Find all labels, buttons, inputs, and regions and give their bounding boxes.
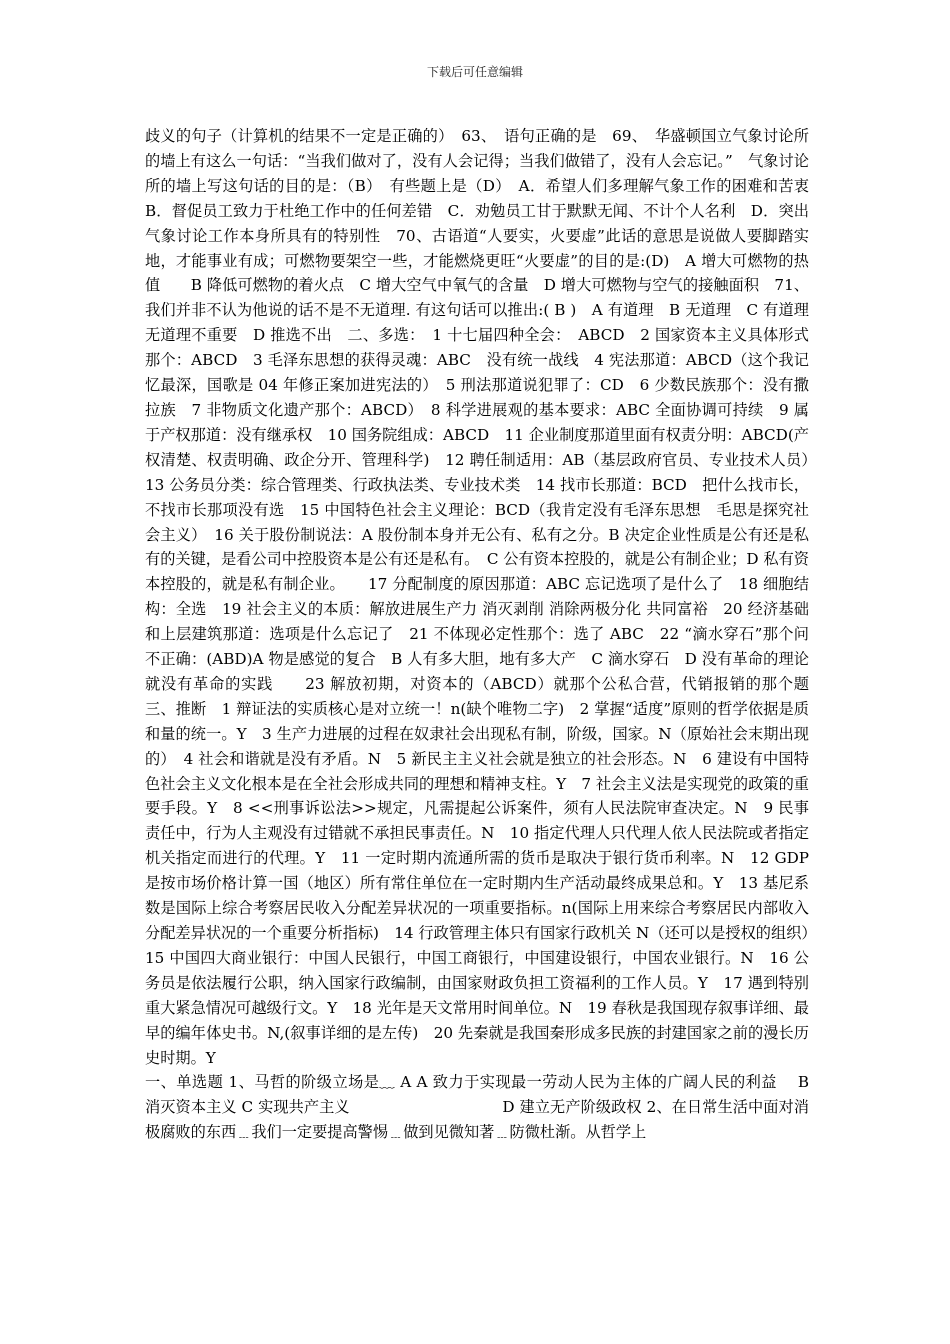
body-paragraph: 歧义的句子（计算机的结果不一定是正确的） 63、 语句正确的是 69、 华盛顿国立气象讨论所的墙上有这么一句话：“当我们做对了，没有人会记得；当我们做错了，没有人会忘记。” 气象讨论所的墙上写这句话的目的是：（B） 有些题上是（D） A．希望人们多理解气象工作的困难和苦衷 B．督促员工致力于杜绝工作中的任何差错 C．劝勉员工甘于默默无闻、不计个人名利 D．突出气象讨论工作本身所具有的特别性 70、古语道“人要实，火要虚”此话的意思是说做人要脚踏实地，才能事业有成；可燃物要架空一些，才能燃烧更旺“火要虚”的目的是:(D) A 增大可燃物的热值 B 降低可燃物的着火点 C 增大空气中氧气的含量 D 增大可燃物与空气的接触面积 71、我们并非不认为他说的话不是不无道理. 有这句话可以推出:( B ) A 有道理 B 无道理 C 有道理无道理不重要 D 推选不出 二、多选： 1 十七届四种全会： ABCD 2 国家资本主义具体形式那个：ABCD 3 毛泽东思想的获得灵魂：ABC 没有统一战线 4 宪法那道：ABCD（这个我记忆最深，国歌是 04 年修正案加进宪法的） 5 刑法那道说犯罪了：CD 6 少数民族那个：没有撒拉族 7 非物质文化遗产那个：ABCD） 8 科学进展观的基本要求：ABC 全面协调可持续 9 属于产权那道：没有继承权 10 国务院组成：ABCD 11 企业制度那道里面有权责分明：ABCD(产权清楚、权责明确、政企分开、管理科学) 12 聘任制适用：AB（基层政府官员、专业技术人员） 13 公务员分类：综合管理类、行政执法类、专业技术类 14 找市长那道：BCD 把什么找市长，不找市长那项没有选 15 中国特色社会主义理论：BCD（我肯定没有毛泽东思想 毛思是探究社会主义） 16 关于股份制说法：A 股份制本身并无公有、私有之分。B 决定企业性质是公有还是私有的关键，是看公司中控股资本是公有还是私有。 C 公有资本控股的，就是公有制企业；D 私有资本控股的，就是私有制企业。 17 分配制度的原因那道：ABC 忘记选项了是什么了 18 细胞结构：全选 19 社会主义的本质：解放进展生产力 消灭剥削 消除两极分化 共同富裕 20 经济基础和上层建筑那道：选项是什么忘记了 21 不体现必定性那个：选了 ABC 22 “滴水穿石”那个问不正确：(ABD)A 物是感觉的复合 B 人有多大胆，地有多大产 C 滴水穿石 D 没有革命的理论就没有革命的实践 23 解放初期，对资本的（ABCD）就那个公私合营，代销报销的那个题 三、推断 1 辩证法的实质核心是对立统一！n(缺个唯物二字) 2 掌握“适度”原则的哲学依据是质和量的统一。Y 3 生产力进展的过程在奴隶社会出现私有制，阶级，国家。N（原始社会末期出现的） 4 社会和谐就是没有矛盾。N 5 新民主主义社会就是独立的社会形态。N 6 建设有中国特色社会主义文化根本是在全社会形成共同的理想和精神支柱。Y 7 社会主义法是实现党的政策的重要手段。Y 8 <<刑事诉讼法>>规定，凡需提起公诉案件，须有人民法院审查决定。N 9 民事责任中，行为人主观没有过错就不承担民事责任。N 10 指定代理人只代理人依人民法院或者指定机关指定而进行的代理。Y 11 一定时期内流通所需的货币是取决于银行货币利率。N 12 GDP 是按市场价格计算一国（地区）所有常住单位在一定时期内生产活动最终成果总和。Y 13 基尼系数是国际上综合考察居民收入分配差异状况的一项重要指标。n(国际上用来综合考察居民内部收入分配差异状况的一个重要分析指标) 14 行政管理主体只有国家行政机关 N（还可以是授权的组织） 15 中国四大商业银行：中国人民银行，中国工商银行，中国建设银行，中国农业银行。N 16 公务员是依法履行公职，纳入国家行政编制，由国家财政负担工资福利的工作人员。Y 17 遇到特别重大紧急情况可越级行文。Y 18 光年是天文常用时间单位。N 19 春秋是我国现存叙事详细、最早的编年体史书。N,(叙事详细的是左传) 20 先秦就是我国秦形成多民族的封建国家之前的漫长历史时期。Y — [145, 127, 825, 1067]
document-body — [145, 124, 825, 1145]
body-paragraph: 一、单选题 1、马哲的阶级立场是﹏ A A 致力于实现最一劳动人民为主体的广阔人民的利益 B 消灭资本主义 C 实现共产主义 D 建立无产阶级政权 2、在日常生活中面对消极腐败的东西﹍我们一定要提高警惕﹍做到见微知著﹍防微杜渐。从哲学上 — [145, 1073, 809, 1142]
page-header: 下载后可任意编辑 — [426, 65, 523, 79]
